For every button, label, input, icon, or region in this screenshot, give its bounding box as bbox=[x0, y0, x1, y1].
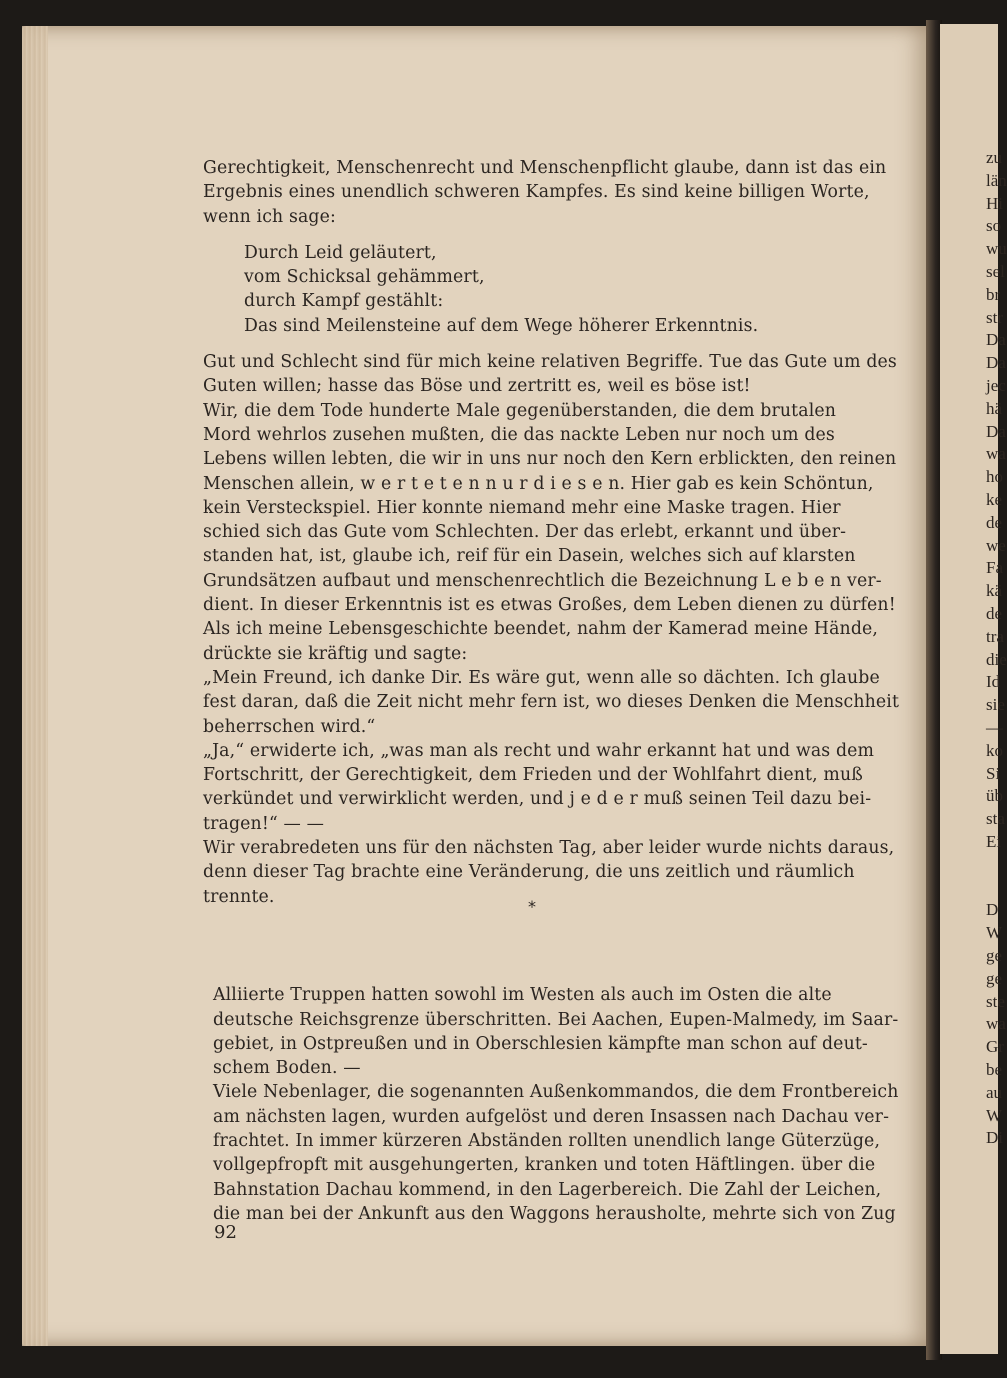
facing-page-text: so bbox=[986, 216, 1002, 236]
text-line: die man bei der Ankunft aus den Waggons herausholte, mehrte sich von Zug bbox=[213, 1203, 896, 1224]
text-line: „Ja,“ erwiderte ich, „was man als recht und wahr erkannt hat und was dem bbox=[203, 740, 875, 761]
facing-page-text: Da bbox=[986, 421, 1006, 441]
facing-page-text: Da bbox=[986, 353, 1006, 373]
facing-page-text: sta bbox=[986, 809, 1005, 829]
text-line: deutsche Reichsgrenze überschritten. Bei Aachen, Eupen-Malmedy, im Saar- bbox=[213, 1009, 899, 1030]
text-line: frachtet. In immer kürzeren Abständen rollten unendlich lange Güterzüge, bbox=[213, 1131, 881, 1152]
facing-page-text: au bbox=[986, 1082, 1003, 1102]
facing-page-text: de bbox=[986, 512, 1003, 532]
text-line: Alliierte Truppen hatten sowohl im Westen als auch im Osten die alte bbox=[213, 985, 832, 1006]
section-separator: * bbox=[528, 897, 536, 916]
text-line: Wir, die dem Tode hunderte Male gegenüberstanden, die dem brutalen bbox=[203, 400, 837, 421]
text-line: vom Schicksal gehämmert, bbox=[244, 267, 485, 288]
text-line: Als ich meine Lebensgeschichte beendet, nahm der Kamerad meine Hände, bbox=[203, 619, 879, 640]
page-number: 92 bbox=[214, 1222, 237, 1243]
facing-page-text: län bbox=[986, 170, 1007, 190]
facing-page-text: hä bbox=[986, 398, 1003, 418]
facing-page-text: sie bbox=[986, 695, 1005, 715]
facing-page-text: str bbox=[986, 307, 1003, 327]
facing-page-text: wa bbox=[986, 1014, 1006, 1034]
text-line: tragen!“ — — bbox=[203, 813, 325, 834]
facing-page-text: jec bbox=[986, 376, 1006, 395]
text-line: Viele Nebenlager, die sogenannten Außenkommandos, die dem Frontbereich bbox=[213, 1082, 899, 1103]
text-line: standen hat, ist, glaube ich, reif für ein Dasein, welches sich auf klarsten bbox=[203, 546, 856, 567]
text-line: trennte. bbox=[203, 886, 275, 907]
page-edge bbox=[22, 26, 48, 1346]
poem bbox=[244, 241, 863, 338]
text-line: dient. In dieser Erkenntnis ist es etwas Großes, dem Leben dienen zu dürfen! bbox=[203, 595, 896, 616]
facing-page-text: Da bbox=[986, 330, 1006, 350]
text-line: Guten willen; hasse das Böse und zertritt es, weil es böse ist! bbox=[203, 376, 751, 397]
text-line: vollgepfropft mit ausgehungerten, kranken und toten Häftlingen. über die bbox=[213, 1155, 876, 1176]
text-line: Das sind Meilensteine auf dem Wege höherer Erkenntnis. bbox=[244, 315, 759, 336]
main-text-lower bbox=[213, 966, 899, 1244]
facing-page-text: sel bbox=[986, 262, 1005, 281]
text-line: drückte sie kräftig und sagte: bbox=[203, 643, 468, 664]
main-text-upper bbox=[203, 156, 900, 909]
facing-page-text: Gr bbox=[986, 1037, 1004, 1057]
facing-page-text: Hi bbox=[986, 193, 1003, 213]
facing-page-text: Si bbox=[986, 763, 1001, 783]
facing-page-text: kä bbox=[986, 581, 1003, 601]
facing-page-fragment bbox=[940, 24, 1007, 1354]
paragraph-intro bbox=[203, 156, 887, 229]
facing-page-text: wa bbox=[986, 444, 1006, 464]
facing-page-text: ge bbox=[986, 946, 1003, 965]
facing-page-text: ste bbox=[986, 991, 1005, 1011]
facing-page-text: W bbox=[986, 923, 1003, 943]
text-line: Lebens willen lebten, die wir in uns nur noch den Kern erblickten, den reinen bbox=[203, 449, 897, 470]
text-line: fest daran, daß die Zeit nicht mehr fern ist, wo dieses Denken die Menschheit bbox=[203, 692, 900, 713]
text-line: kein Versteckspiel. Hier konnte niemand mehr eine Maske tragen. Hier bbox=[203, 497, 841, 518]
facing-page-text: zu bbox=[986, 148, 1003, 167]
text-line: Durch Leid geläutert, bbox=[244, 242, 437, 263]
text-line: Gerechtigkeit, Menschenrecht und Menschenpflicht glaube, dann ist das ein bbox=[203, 158, 887, 178]
text-line: Ergebnis eines unendlich schweren Kampfes. Es sind keine billigen Worte, bbox=[203, 182, 870, 203]
text-line: „Mein Freund, ich danke Dir. Es wäre gut, wenn alle so dächten. Ich glaube bbox=[203, 667, 880, 688]
facing-page-text: D bbox=[986, 900, 999, 920]
facing-page-text: de bbox=[986, 604, 1003, 623]
facing-page-text: ke bbox=[986, 490, 1003, 509]
text-line: Grundsätzen aufbaut und menschenrechtlich die Bezeichnung L e b e n ver- bbox=[203, 570, 882, 591]
text-line: am nächsten lagen, wurden aufgelöst und deren Insassen nach Dachau ver- bbox=[213, 1106, 890, 1127]
paragraph-allies bbox=[213, 983, 899, 1226]
paragraph-body bbox=[203, 350, 900, 909]
facing-page-text: wu bbox=[986, 239, 1007, 259]
facing-page-text: ho bbox=[986, 467, 1003, 487]
facing-page-text: Ei bbox=[986, 832, 1002, 851]
text-line: Fortschritt, der Gerechtigkeit, dem Frieden und der Wohlfahrt dient, muß bbox=[203, 765, 863, 786]
text-line: Bahnstation Dachau kommend, in den Lagerbereich. Die Zahl der Leichen, bbox=[213, 1179, 882, 1200]
text-line: denn dieser Tag brachte eine Veränderung, die uns zeitlich und räumlich bbox=[203, 862, 855, 883]
text-line: Mord wehrlos zusehen mußten, die das nackte Leben nur noch um des bbox=[203, 424, 835, 445]
facing-page-text: Id bbox=[986, 672, 1001, 692]
text-line: Gut und Schlecht sind für mich keine relativen Begriffe. Tue das Gute um des bbox=[203, 352, 897, 373]
text-line: schem Boden. — bbox=[213, 1058, 361, 1079]
facing-page-text: we bbox=[986, 535, 1006, 555]
facing-page-text: üb bbox=[986, 786, 1003, 806]
facing-page-text: br bbox=[986, 284, 1001, 304]
facing-page-text: — bbox=[986, 718, 1003, 737]
text-line: gebiet, in Ostpreußen und in Oberschlesien kämpfte man schon auf deut- bbox=[213, 1033, 868, 1054]
facing-page-text: ge bbox=[986, 968, 1003, 988]
text-line: Wir verabredeten uns für den nächsten Tag, aber leider wurde nichts daraus, bbox=[203, 838, 895, 859]
facing-page-text: tra bbox=[986, 626, 1004, 646]
text-line: Menschen allein, w e r t e t e n n u r d i e s e n. Hier gab es kein Schöntun, bbox=[203, 473, 874, 494]
text-line: verkündet und verwirklicht werden, und j e d e r muß seinen Teil dazu bei- bbox=[203, 789, 872, 810]
text-line: schied sich das Gute vom Schlechten. Der das erlebt, erkannt und über- bbox=[203, 522, 847, 543]
facing-page-text: be bbox=[986, 1060, 1003, 1079]
text-line: beherrschen wird.“ bbox=[203, 716, 376, 737]
facing-page-text: die bbox=[986, 649, 1007, 669]
text-line: durch Kampf gestählt: bbox=[244, 291, 444, 312]
facing-page-text: ko bbox=[986, 740, 1003, 760]
text-line: wenn ich sage: bbox=[203, 206, 336, 227]
facing-page-text: Di bbox=[986, 1128, 1003, 1148]
facing-page-text: Fa bbox=[986, 558, 1003, 578]
facing-page-text: W bbox=[986, 1105, 1003, 1125]
